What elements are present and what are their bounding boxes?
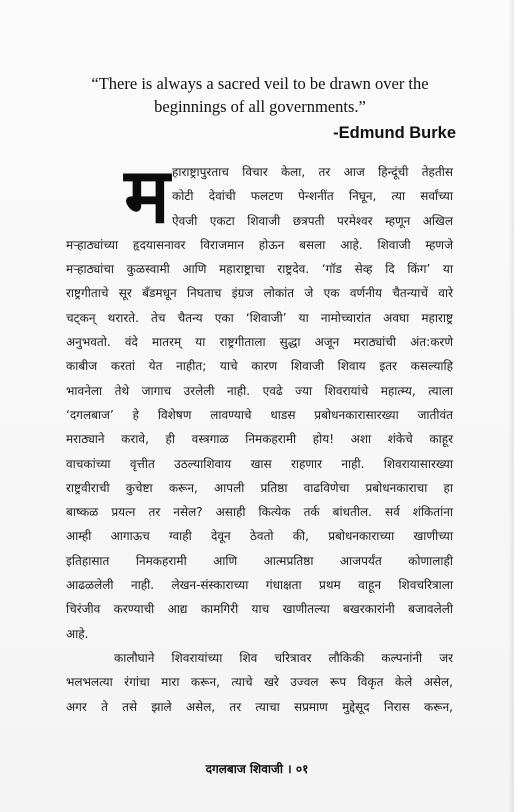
text-line: ऐवजी एकटा शिवाजी छत्रपती परमेश्वर म्हणून अखिल [172,213,453,228]
text-line: कोटी देवांची फलटण पेन्शनींत निघून, त्या सर्वांच्या [172,189,453,204]
quote-author: -Edmund Burke [333,124,456,142]
text-line: मऱ्हाठ्यांचा कुळस्वामी आणि महाराष्ट्राचा राष्ट्रदेव. ‘गॉड सेव्ह दि किंग’ या [66,262,453,277]
text-line: भलभलत्या रंगांचा मारा करून, त्याचे खरे उज्वल रूप विकृत केले असेल, [66,675,453,690]
text-line: भावनेला तेथे जागाच उरलेली नाही. एवढे ज्या शिवरायांचे महात्म्य, त्याला [66,383,453,398]
text-line: चट्कन् थरारते. तेच चैतन्य एका ‘शिवाजी’ या नामोच्चारांत अवघा महाराष्ट्र [66,310,453,325]
text-line: आम्ही आगाऊच ग्वाही देवून ठेवतो की, प्रबोधनकाराच्या खाणीच्या [66,529,453,544]
epigraph-quote [80,72,440,118]
text-line: अनुभवतो. वंदे मातरम् या राष्ट्रगीताला सुद्धा अजून मराठ्यांची अंत:करणे [66,335,453,350]
page-footer: दगलबाज शिवाजी । ०१ [205,762,309,776]
text-line: हाराष्ट्रापुरताच विचार केला, तर आज हिन्दूंची तेहतीस [172,165,453,179]
quote-line-1: “There is always a sacred veil to be drawn over the [91,74,429,93]
text-line: मऱ्हाठ्यांच्या हृदयासनावर विराजमान होऊन बसला आहे. शिवाजी म्हणजे [66,237,453,252]
text-line: इतिहासात निमकहरामी आणि आत्मप्रतिष्ठा आजपर्यंत कोणालाही [66,553,453,568]
body-text [66,151,453,719]
text-line: वाचकांच्या वृत्तीत उठल्याशिवाय खास राहणार नाही. शिवरायासारख्या [66,456,453,471]
text-line: आढळलेली नाही. लेखन-संस्काराच्या गंधाक्षता प्रथम वाहून शिवचरित्राला [66,578,453,593]
text-line: आहे. [66,626,89,641]
drop-cap: म [124,151,170,240]
text-line: काबीज करतां येत नाहीत; याचे कारण शिवाजी शिवाय इतर कसल्याहि [66,359,453,374]
text-line: बाष्कळ प्रयत्न तर नसेल? असाही कित्येक तर्क बांधतील. सर्व शंकितांना [66,505,453,520]
text-line: कालौघाने शिवरायांच्या शिव चरित्रावर लौकिकी कल्पनांनी जर [114,650,453,665]
text-line: चिरंजीव करण्याची आद्य कामगिरी याच खाणीतल्या बखरकारांनी बजावलेली [66,602,453,617]
quote-line-2: beginnings of all governments.” [154,97,366,116]
text-line: राष्ट्रगीताचे सूर बॅंडमधून निघताच इंग्रज लोकांत जे एक वर्णनीय चैतन्याचें वारे [66,286,453,301]
text-line: मराठ्याने करावे, ही वस्त्रगाळ निमकहरामी होय! अशा शंकेचे काहूर [66,432,453,447]
text-line: अगर ते तसे झाले असेल, तर त्याचा सप्रमाण मुद्देसूद निरास करून, [66,699,453,714]
text-line: ‘दगलबाज’ हे विशेषण लावण्याचे धाडस प्रबोधनकारासारख्या जातीवंत [66,407,453,422]
page-edge-shadow [508,0,514,812]
text-line: राष्ट्रवीराची कुचेष्टा करून, आपली प्रतिष्ठा वाढविणेचा प्रबोधनकाराचा हा [66,480,453,495]
